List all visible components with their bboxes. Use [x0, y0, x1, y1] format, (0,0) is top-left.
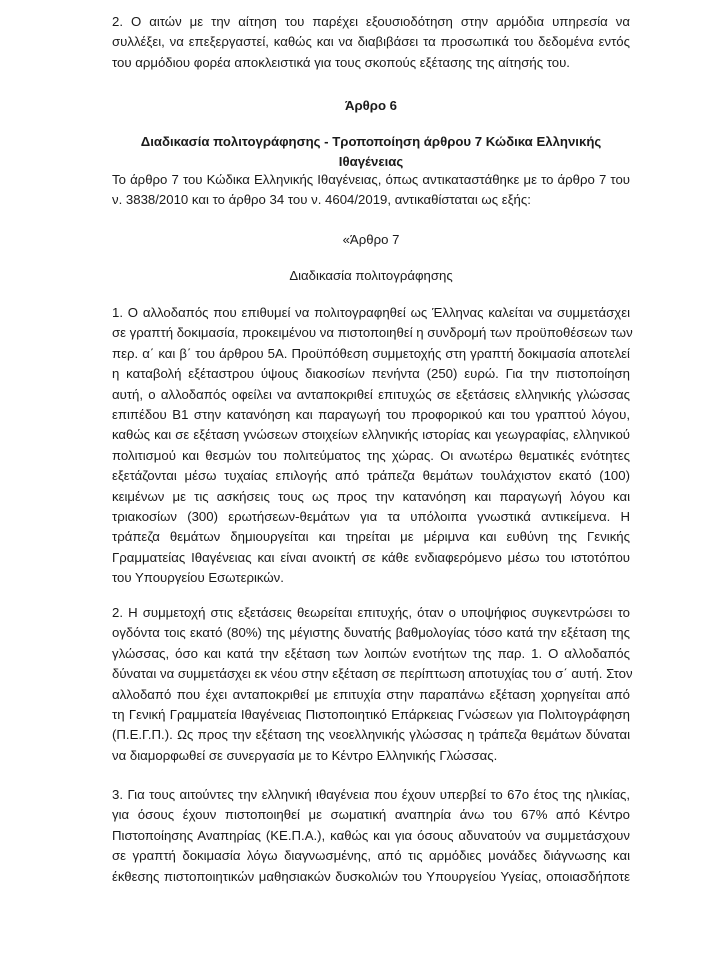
- text-line: δύναται να συμμετάσχει εκ νέου στην εξέταση σε περίπτωση αποτυχίας του σ΄ αυτή. Στον: [112, 666, 633, 682]
- text-line: καθώς και σε εξέταση γνώσεων στοιχείων ελληνικής ιστορίας και γεωγραφίας, ελληνικού: [112, 427, 630, 443]
- text-line: πολιτισμού και θεσμών του πολιτεύματος της χώρας. Οι ανωτέρω θεματικές ενότητες: [112, 447, 630, 463]
- text-line: του Υπουργείου Εσωτερικών.: [112, 570, 284, 586]
- quoted-article-heading: «Άρθρο 7: [342, 232, 400, 247]
- paragraph-1: [112, 303, 633, 588]
- text-line: τη Γενική Γραμματεία Ιθαγένειας Πιστοποιητικό Επάρκειας Γνώσεων για Πολιτογράφηση: [112, 706, 630, 722]
- paragraph-2: [112, 603, 633, 766]
- text-line: κειμένων με τις ασκήσεις τους ως προς την κατανόηση και παραγωγή λόγου και: [112, 488, 630, 504]
- amendment-intro: [112, 170, 630, 211]
- paragraph-3: [112, 785, 630, 887]
- article-title: Διαδικασία πολιτογράφησης - Τροποποίηση άρθρου 7 Κώδικα Ελληνικής Ιθαγένειας: [140, 134, 602, 169]
- text-line: του αρμόδιου φορέα αποκλειστικά για τους σκοπούς εξέτασης της αίτησής του.: [112, 54, 570, 70]
- text-line: 1. Ο αλλοδαπός που επιθυμεί να πολιτογραφηθεί ως Έλληνας καλείται να συμμετάσχει: [112, 305, 630, 320]
- text-line: σε γραπτή δοκιμασία λόγω διαγνωσμένης, από τις αρμόδιες μονάδες διάγνωσης και: [112, 848, 630, 864]
- text-line: 2. Η συμμετοχή στις εξετάσεις θεωρείται επιτυχής, όταν ο υποψήφιος συγκεντρώσει το: [112, 605, 630, 620]
- text-line: αυτή, ο αλλοδαπός οφείλει να ανταποκριθεί επιτυχώς σε εξετάσεις ελληνικής γλώσσας: [112, 386, 630, 402]
- text-line: σε γραπτή δοκιμασία, προκειμένου να πιστοποιηθεί η συνδρομή των προϋποθέσεων των: [112, 325, 633, 341]
- text-line: αλλοδαπό που έχει ανταποκριθεί με επιτυχία στην παραπάνω εξέταση χορηγείται από: [112, 686, 630, 702]
- text-line: έκθεσης πιστοποιητικών μαθησιακών δυσκολιών του Υπουργείου Υγείας, οποιασδήποτε: [112, 868, 630, 884]
- text-line: περ. α΄ και β΄ του άρθρου 5Α. Προϋπόθεση συμμετοχής στη γραπτή δοκιμασία αποτελεί: [112, 345, 630, 361]
- text-line: 2. Ο αιτών με την αίτηση του παρέχει εξουσιοδότηση στην αρμόδια υπηρεσία να: [112, 14, 630, 29]
- text-line: Το άρθρο 7 του Κώδικα Ελληνικής Ιθαγένειας, όπως αντικαταστάθηκε με το άρθρο 7 του: [112, 172, 630, 187]
- text-line: Πιστοποίησης Αναπηρίας (ΚΕ.Π.Α.), καθώς και για όσους αδυνατούν να συμμετάσχουν: [112, 827, 630, 843]
- quoted-article-title: Διαδικασία πολιτογράφησης: [289, 268, 453, 283]
- text-line: ογδόντα τοις εκατό (80%) της μέγιστης δυνατής βαθμολογίας τόσο κατά την εξέταση της: [112, 625, 630, 641]
- article-heading: Άρθρο 6: [344, 98, 398, 113]
- text-line: Γραμματείας Ιθαγένειας και είναι ανοικτή σε κάθε ενδιαφερόμενο μέσω του ιστοτόπου: [112, 549, 630, 565]
- text-line: τράπεζα θεμάτων δημιουργείται και τηρείται με μέριμνα και ευθύνη της Γενικής: [112, 529, 630, 545]
- text-line: συλλέξει, να επεξεργαστεί, καθώς και να διαβιβάσει τα προσωπικά του δεδομένα εντός: [112, 34, 630, 50]
- text-line: εξετάζονται μέσω τυχαίας επιλογής από τράπεζα θεμάτων τουλάχιστον εκατό (100): [112, 468, 630, 484]
- text-line: γλώσσας, όσο και κατά την εξέταση των λοιπών ενοτήτων της παρ. 1. Ο αλλοδαπός: [112, 645, 630, 661]
- text-line: 3. Για τους αιτούντες την ελληνική ιθαγένεια που έχουν υπερβεί το 67ο έτος της ηλικίας,: [112, 787, 630, 802]
- text-line: τριακοσίων (300) ερωτήσεων-θεμάτων για τα υπόλοιπα γνωστικά αντικείμενα. Η: [112, 508, 630, 524]
- text-line: η καταβολή εξέταστρου ύψους διακοσίων πενήντα (250) ευρώ. Για την πιστοποίηση: [112, 366, 630, 382]
- paragraph-intro-2: [112, 12, 630, 73]
- text-line: επιπέδου Β1 στην κατανόηση και παραγωγή του προφορικού και του γραπτού λόγου,: [112, 406, 630, 422]
- text-line: να διαμορφωθεί σε συνεργασία με το Κέντρο Ελληνικής Γλώσσας.: [112, 747, 498, 763]
- text-line: για όσους έχουν πιστοποιηθεί με σωματική αναπηρία άνω του 67% από Κέντρο: [112, 807, 630, 823]
- text-line: (Π.Ε.Γ.Π.). Ως προς την εξέταση της νεοελληνικής γλώσσας η τράπεζα θεμάτων δύναται: [112, 727, 630, 743]
- text-line: ν. 3838/2010 και το άρθρο 34 του ν. 4604/2019, αντικαθίσταται ως εξής:: [112, 192, 531, 208]
